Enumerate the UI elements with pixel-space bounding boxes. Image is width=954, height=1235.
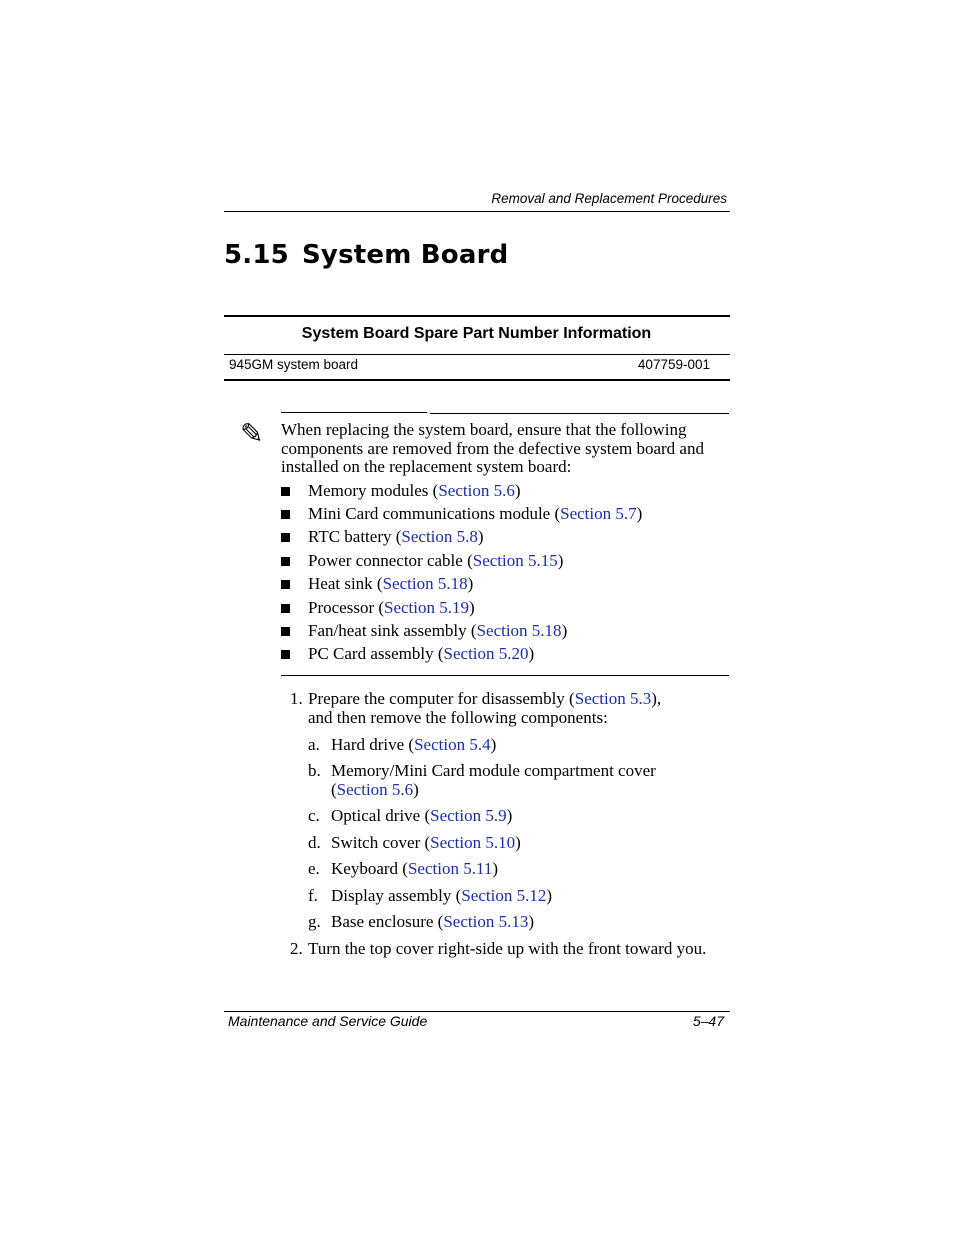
section-link[interactable]: Section 5.20: [443, 644, 529, 663]
substep-line-2: (Section 5.6): [331, 780, 419, 799]
section-link[interactable]: Section 5.15: [472, 551, 558, 570]
header-rule: [224, 211, 730, 212]
pencil-icon: ✎: [240, 417, 264, 450]
section-link[interactable]: Section 5.7: [560, 504, 637, 523]
footer-page-number: 5–47: [692, 1013, 724, 1029]
table-bottom-rule: [224, 379, 730, 381]
section-title: System Board: [302, 240, 509, 270]
step-marker: 1.: [290, 689, 303, 708]
page-title: [224, 240, 508, 270]
section-link[interactable]: Section 5.4: [414, 735, 491, 754]
table-title: System Board Spare Part Number Information: [301, 325, 652, 342]
step-1-line-2: and then remove the following components:: [308, 708, 608, 727]
bullet-square-icon: [281, 510, 290, 519]
footer-guide-title: Maintenance and Service Guide: [228, 1013, 428, 1029]
section-link[interactable]: Section 5.13: [443, 912, 529, 931]
table-top-rule: [224, 315, 730, 317]
section-number: 5.15: [224, 240, 289, 270]
section-link[interactable]: Section 5.8: [401, 527, 478, 546]
section-link[interactable]: Section 5.12: [461, 886, 547, 905]
bullet-square-icon: [281, 627, 290, 636]
section-link[interactable]: Section 5.6: [336, 780, 414, 799]
section-link[interactable]: Section 5.6: [438, 481, 515, 500]
table-cell-part-number: 407759-001: [637, 357, 710, 372]
section-link[interactable]: Section 5.9: [430, 806, 507, 825]
footer-rule: [224, 1011, 730, 1012]
section-link[interactable]: Section 5.3: [574, 689, 652, 708]
table-header-rule: [224, 354, 730, 355]
section-link[interactable]: Section 5.10: [430, 833, 516, 852]
bullet-square-icon: [281, 533, 290, 542]
section-link[interactable]: Section 5.18: [382, 574, 468, 593]
bullet-square-icon: [281, 650, 290, 659]
bullet-square-icon: [281, 604, 290, 613]
section-link[interactable]: Section 5.18: [476, 621, 562, 640]
running-header: Removal and Replacement Procedures: [491, 191, 727, 206]
note-text: When replacing the system board, ensure that the following components are removed from the defective system board and installed on the replacement system board:: [281, 420, 704, 476]
bullet-square-icon: [281, 487, 290, 496]
section-link[interactable]: Section 5.19: [384, 598, 470, 617]
note-top-rule-left: [281, 412, 427, 413]
table-cell-description: 945GM system board: [229, 357, 359, 372]
bullet-square-icon: [281, 557, 290, 566]
note-top-rule-right: [430, 413, 729, 414]
bullet-square-icon: [281, 580, 290, 589]
step-marker: 2.: [290, 939, 303, 958]
note-bottom-rule: [281, 675, 729, 676]
section-link[interactable]: Section 5.11: [407, 859, 493, 878]
